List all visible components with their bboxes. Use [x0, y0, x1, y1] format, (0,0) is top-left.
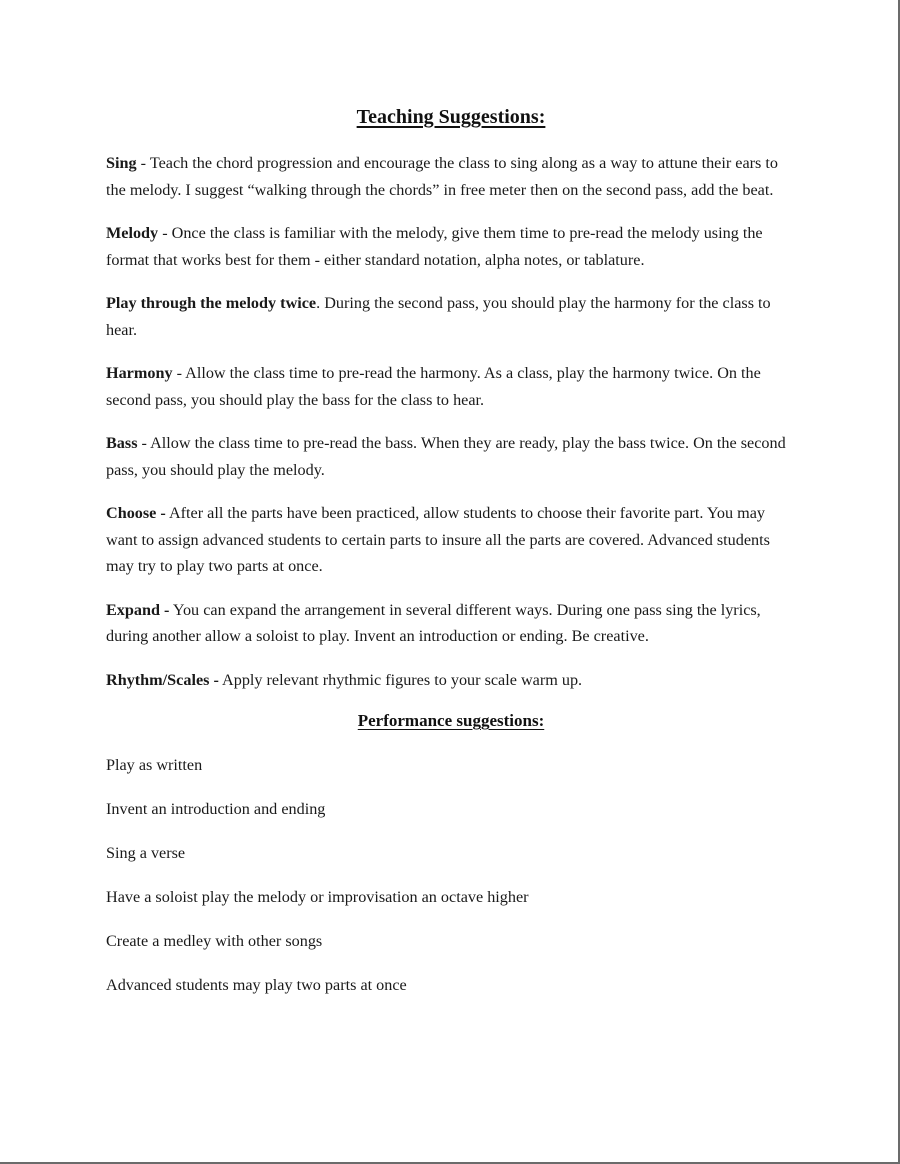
teaching-item-bass [106, 430, 796, 483]
performance-item: Sing a verse [106, 844, 186, 862]
item-text: Allow the class time to pre-read the bass. When they are ready, play the bass twice. On the second pass, you should play the melody. [106, 434, 786, 479]
performance-item: Advanced students may play two parts at once [106, 976, 407, 994]
item-separator: . [316, 294, 325, 312]
item-separator: - [137, 434, 151, 452]
item-term: Play through the melody twice [106, 294, 317, 312]
item-separator: - [158, 224, 172, 242]
teaching-item-expand [106, 597, 796, 650]
teaching-item-play-through [106, 290, 796, 343]
item-text: Once the class is familiar with the melody, give them time to pre-read the melody using the format that works best for them - either standard notation, alpha notes, or tablature. [106, 224, 763, 269]
item-term: Sing [106, 154, 137, 172]
item-term: Expand - [106, 600, 170, 619]
item-text: Teach the chord progression and encourage the class to sing along as a way to attune their ears to the melody. I suggest “walking through the chords” in free meter then on the second pass, add the beat. [106, 154, 778, 199]
item-text: After all the parts have been practiced, allow students to choose their favorite part. You may want to assign advanced students to certain parts to insure all the parts are covered. Advanced students may try to play two parts at once. [106, 504, 770, 575]
item-text: Allow the class time to pre-read the harmony. As a class, play the harmony twice. On the second pass, you should play the bass for the class to hear. [106, 364, 761, 409]
performance-item: Have a soloist play the melody or improvisation an octave higher [106, 888, 529, 906]
item-term: Harmony [106, 364, 173, 382]
item-text: During the second pass, you should play the harmony for the class to hear. [106, 294, 771, 339]
item-term: Melody [106, 224, 159, 242]
teaching-item-melody [106, 220, 796, 273]
teaching-item-sing [106, 150, 796, 203]
teaching-item-choose [106, 500, 796, 580]
performance-item: Invent an introduction and ending [106, 800, 326, 818]
page-content [106, 104, 796, 1018]
item-term: Choose - [106, 504, 166, 522]
item-term: Bass [106, 434, 138, 452]
performance-item: Create a medley with other songs [106, 932, 323, 950]
item-separator: - [172, 364, 186, 382]
item-text: You can expand the arrangement in several different ways. During one pass sing the lyrics, during another allow a soloist to play. Invent an introduction or ending. Be creative. [106, 600, 761, 645]
performance-suggestions-heading: Performance suggestions: [357, 711, 545, 730]
teaching-suggestions-heading: Teaching Suggestions: [356, 106, 546, 128]
performance-item: Play as written [106, 756, 203, 774]
item-term: Rhythm/Scales - [106, 670, 219, 689]
item-text: Apply relevant rhythmic figures to your scale warm up. [222, 670, 583, 689]
teaching-item-rhythm-scales [106, 667, 796, 694]
item-separator: - [136, 154, 150, 172]
teaching-item-harmony [106, 360, 796, 413]
